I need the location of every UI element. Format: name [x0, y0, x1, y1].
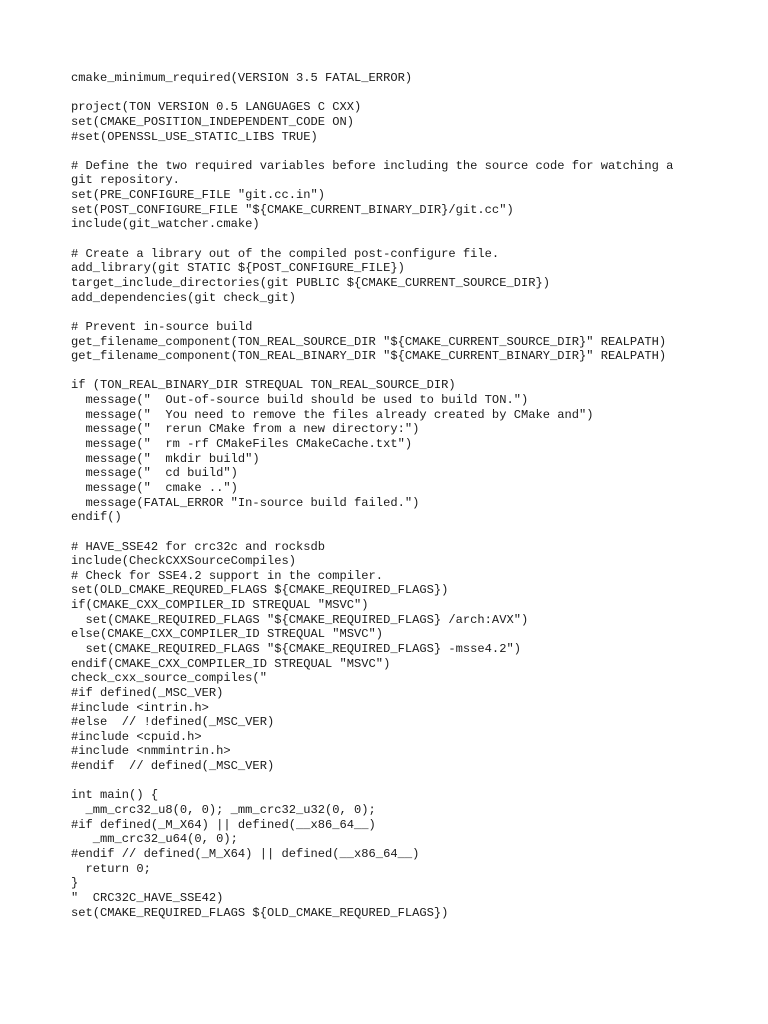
code-line: message(" Out-of-source build should be used to build TON.") [71, 393, 529, 408]
code-line: #endif // defined(_MSC_VER) [71, 759, 275, 774]
code-line: #if defined(_M_X64) || defined(__x86_64__) [71, 817, 376, 832]
code-line: add_dependencies(git check_git) [71, 290, 296, 305]
code-line [71, 774, 751, 789]
code-line: #set(OPENSSL_USE_STATIC_LIBS TRUE) [71, 129, 318, 144]
code-line: # Create a library out of the compiled post-configure file. [71, 246, 500, 261]
code-line: #else // !defined(_MSC_VER) [71, 715, 275, 730]
code-line: endif(CMAKE_CXX_COMPILER_ID STREQUAL "MSVC") [71, 656, 391, 671]
code-line: set(CMAKE_REQUIRED_FLAGS "${CMAKE_REQUIRED_FLAGS} /arch:AVX") [71, 612, 529, 627]
code-line: else(CMAKE_CXX_COMPILER_ID STREQUAL "MSVC") [71, 627, 384, 642]
code-line: include(git_watcher.cmake) [71, 217, 260, 232]
code-line: _mm_crc32_u8(0, 0); _mm_crc32_u32(0, 0); [71, 803, 376, 818]
code-line: add_library(git STATIC ${POST_CONFIGURE_FILE}) [71, 261, 405, 276]
code-line: #include <intrin.h> [71, 700, 209, 715]
code-line: get_filename_component(TON_REAL_BINARY_DIR "${CMAKE_CURRENT_BINARY_DIR}" REALPATH) [71, 349, 667, 364]
code-line: _mm_crc32_u64(0, 0); [71, 832, 238, 847]
code-line: set(PRE_CONFIGURE_FILE "git.cc.in") [71, 188, 326, 203]
code-line: cmake_minimum_required(VERSION 3.5 FATAL_ERROR) [71, 71, 413, 85]
code-line: # Check for SSE4.2 support in the compiler. [71, 568, 384, 583]
code-line: message(" cmake ..") [71, 480, 238, 495]
code-line: #endif // defined(_M_X64) || defined(__x86_64__) [71, 846, 420, 861]
code-line: check_cxx_source_compiles(" [71, 671, 267, 686]
code-line: if(CMAKE_CXX_COMPILER_ID STREQUAL "MSVC") [71, 598, 369, 613]
code-line: message(" mkdir build") [71, 451, 260, 466]
code-line [71, 364, 751, 379]
code-line [71, 525, 751, 540]
code-line: message(" cd build") [71, 466, 238, 481]
code-line: #include <nmmintrin.h> [71, 744, 231, 759]
code-line: include(CheckCXXSourceCompiles) [71, 554, 296, 569]
code-line: set(OLD_CMAKE_REQURED_FLAGS ${CMAKE_REQUIRED_FLAGS}) [71, 583, 449, 598]
code-line: target_include_directories(git PUBLIC ${CMAKE_CURRENT_SOURCE_DIR}) [71, 275, 550, 290]
code-line: message(FATAL_ERROR "In-source build failed.") [71, 495, 420, 510]
code-line: int main() { [71, 788, 159, 803]
code-line: } [71, 876, 79, 891]
code-line: set(POST_CONFIGURE_FILE "${CMAKE_CURRENT_BINARY_DIR}/git.cc") [71, 202, 514, 217]
code-line: # Prevent in-source build [71, 319, 253, 334]
code-line: if (TON_REAL_BINARY_DIR STREQUAL TON_REAL_SOURCE_DIR) [71, 378, 456, 393]
code-line: " CRC32C_HAVE_SSE42) [71, 890, 224, 905]
code-line [71, 86, 751, 101]
code-line: message(" rerun CMake from a new directory:") [71, 422, 420, 437]
code-line [71, 232, 751, 247]
code-line: set(CMAKE_POSITION_INDEPENDENT_CODE ON) [71, 114, 355, 129]
code-line: return 0; [71, 861, 151, 876]
code-line [71, 144, 751, 159]
code-line: set(CMAKE_REQUIRED_FLAGS ${OLD_CMAKE_REQURED_FLAGS}) [71, 905, 449, 920]
code-line [71, 305, 751, 320]
code-line: #if defined(_MSC_VER) [71, 685, 224, 700]
code-line: set(CMAKE_REQUIRED_FLAGS "${CMAKE_REQUIRED_FLAGS} -msse4.2") [71, 641, 521, 656]
code-line: #include <cpuid.h> [71, 729, 202, 744]
code-line: message(" rm -rf CMakeFiles CMakeCache.txt") [71, 437, 413, 452]
code-line: # Define the two required variables before including the source code for watching a [71, 158, 674, 173]
code-line: message(" You need to remove the files already created by CMake and") [71, 407, 594, 422]
code-line: get_filename_component(TON_REAL_SOURCE_DIR "${CMAKE_CURRENT_SOURCE_DIR}" REALPATH) [71, 334, 667, 349]
code-line: endif() [71, 510, 122, 525]
code-line: # HAVE_SSE42 for crc32c and rocksdb [71, 539, 326, 554]
code-line: project(TON VERSION 0.5 LANGUAGES C CXX) [71, 100, 362, 115]
code-line: git repository. [71, 173, 180, 188]
code-listing [71, 71, 751, 920]
